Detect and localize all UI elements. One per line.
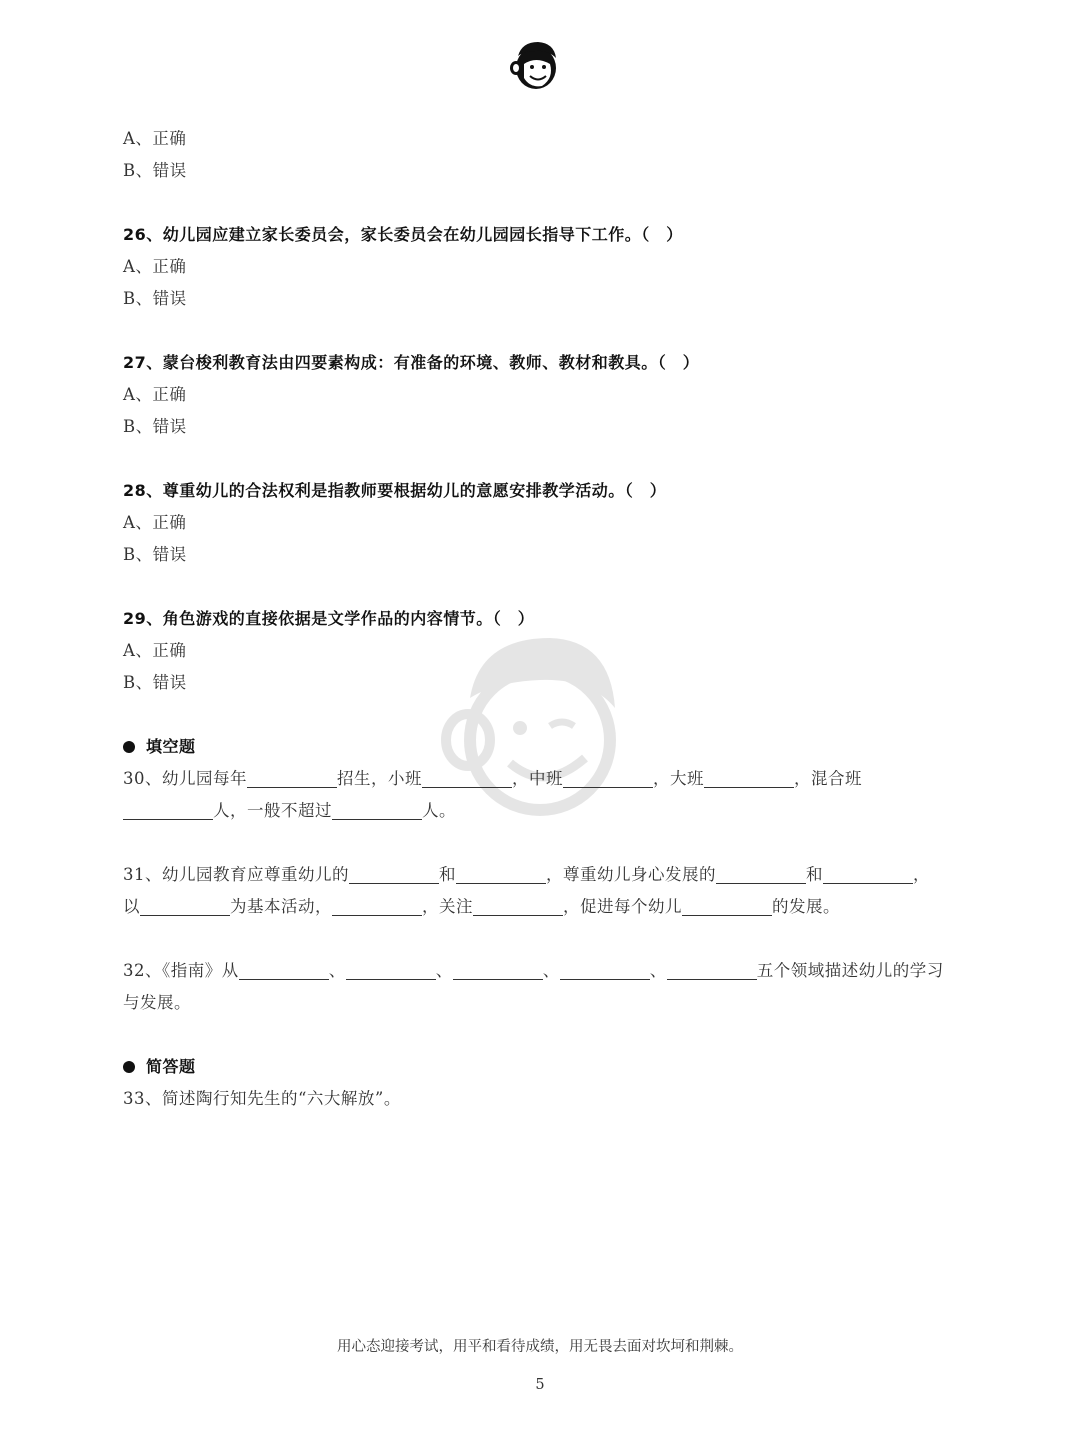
q26-option-a: A、正确 (123, 257, 187, 276)
q30-part: ，混合班 (794, 769, 862, 788)
fill-blank[interactable] (456, 865, 546, 884)
fill-blank[interactable] (563, 769, 653, 788)
q32-part: 、 (328, 961, 346, 980)
q28-option-a: A、正确 (123, 513, 187, 532)
fill-blank[interactable] (453, 961, 543, 980)
q30-part: 招生，小班 (337, 769, 422, 788)
q31-part: ， (913, 865, 930, 884)
q29-option-a: A、正确 (123, 641, 187, 660)
q30-part: 人。 (422, 801, 456, 820)
q31-part: 31、幼儿园教育应尊重幼儿的 (123, 865, 349, 884)
fill-blank[interactable] (140, 897, 230, 916)
q31-part: ，促进每个幼儿 (563, 897, 682, 916)
q29-text: 29、角色游戏的直接依据是文学作品的内容情节。（ ） (123, 609, 535, 628)
fill-blank[interactable] (823, 865, 913, 884)
fill-blank[interactable] (239, 961, 329, 980)
fill-section-heading (123, 736, 196, 758)
fill-blank[interactable] (667, 961, 757, 980)
q32-part: 32、《指南》从 (123, 961, 239, 980)
q30-part: ，大班 (653, 769, 704, 788)
q31-part: 和 (439, 865, 456, 884)
q31-part: ，关注 (422, 897, 473, 916)
q28-text: 28、尊重幼儿的合法权利是指教师要根据幼儿的意愿安排教学活动。（ ） (123, 481, 667, 500)
q31-line-1 (123, 864, 930, 886)
fill-section-title: 填空题 (146, 737, 196, 756)
q31-part: 和 (806, 865, 823, 884)
fill-blank[interactable] (682, 897, 772, 916)
q27-text: 27、蒙台梭利教育法由四要素构成：有准备的环境、教师、教材和教具。（ ） (123, 353, 700, 372)
q30-line-2 (123, 800, 456, 822)
bullet-icon (123, 1061, 135, 1073)
monkey-mascot-logo-icon (508, 38, 564, 92)
q32-part: 五个领域描述幼儿的学习 (756, 961, 944, 980)
q28-option-b: B、错误 (123, 545, 187, 564)
q31-part: 的发展。 (772, 897, 840, 916)
q32-line-2: 与发展。 (123, 993, 191, 1012)
q32-part: 、 (542, 961, 560, 980)
fill-blank[interactable] (332, 897, 422, 916)
fill-blank[interactable] (346, 961, 436, 980)
q27-option-a: A、正确 (123, 385, 187, 404)
q30-part: ，中班 (512, 769, 563, 788)
q26-text: 26、幼儿园应建立家长委员会，家长委员会在幼儿园园长指导下工作。（ ） (123, 225, 683, 244)
page-number: 5 (535, 1377, 545, 1393)
q26-option-b: B、错误 (123, 289, 187, 308)
fill-blank[interactable] (349, 865, 439, 884)
q31-part: 以 (123, 897, 140, 916)
q30-part: 30、幼儿园每年 (123, 769, 247, 788)
short-section-heading (123, 1056, 196, 1078)
fill-blank[interactable] (123, 801, 213, 820)
q32-part: 、 (649, 961, 667, 980)
fill-blank[interactable] (247, 769, 337, 788)
q30-line-1 (123, 768, 862, 790)
q29-option-b: B、错误 (123, 673, 187, 692)
q33-text: 33、简述陶行知先生的“六大解放”。 (123, 1089, 401, 1108)
fill-blank[interactable] (422, 769, 512, 788)
q25-option-b: B、错误 (123, 161, 187, 180)
q32-line-1 (123, 960, 944, 982)
q31-part: ，尊重幼儿身心发展的 (546, 865, 716, 884)
q31-part: 为基本活动， (230, 897, 332, 916)
fill-blank[interactable] (473, 897, 563, 916)
fill-blank[interactable] (716, 865, 806, 884)
fill-blank[interactable] (560, 961, 650, 980)
fill-blank[interactable] (704, 769, 794, 788)
q30-part: 人，一般不超过 (213, 801, 332, 820)
q31-line-2 (123, 896, 840, 918)
q27-option-b: B、错误 (123, 417, 187, 436)
short-section-title: 简答题 (146, 1057, 196, 1076)
fill-blank[interactable] (332, 801, 422, 820)
footer-motto: 用心态迎接考试，用平和看待成绩，用无畏去面对坎坷和荆棘。 (337, 1339, 743, 1355)
q32-part: 、 (435, 961, 453, 980)
q25-option-a: A、正确 (123, 129, 187, 148)
bullet-icon (123, 741, 135, 753)
